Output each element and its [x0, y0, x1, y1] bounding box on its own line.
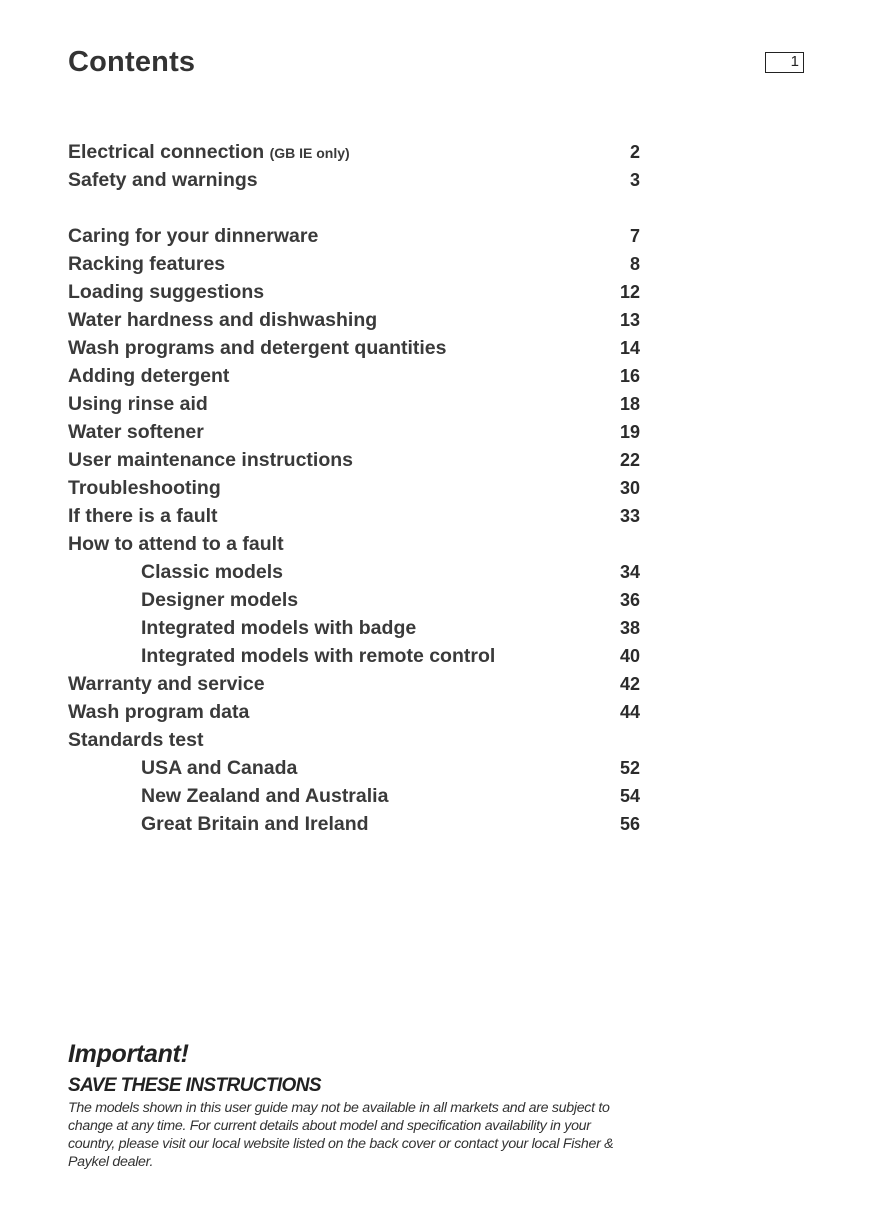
toc-entry-title: Wash programs and detergent quantities — [68, 337, 447, 359]
toc-entry-label — [68, 617, 416, 639]
toc-entry-label — [68, 225, 318, 247]
toc-entry[interactable] — [68, 558, 640, 586]
toc-entry-title: Great Britain and Ireland — [141, 813, 369, 835]
toc-entry-label — [68, 141, 350, 163]
toc-entry[interactable] — [68, 138, 640, 166]
toc-entry-label — [68, 561, 283, 583]
toc-entry-page: 56 — [619, 814, 640, 834]
toc-entry-label — [68, 757, 297, 779]
toc-entry[interactable] — [68, 810, 640, 838]
important-heading: Important! — [68, 1040, 189, 1068]
toc-entry[interactable] — [68, 530, 640, 558]
toc-entry-label — [68, 393, 208, 415]
toc-entry-title: Designer models — [141, 589, 299, 611]
important-notice — [68, 1040, 628, 1171]
toc-entry[interactable] — [68, 698, 640, 726]
toc-entry-label — [68, 477, 221, 499]
toc-entry-page: 19 — [619, 422, 640, 442]
toc-entry-title: Standards test — [68, 729, 204, 751]
toc-entry-page: 18 — [619, 394, 640, 414]
toc-entry[interactable] — [68, 306, 640, 334]
toc-entry-label — [68, 785, 388, 807]
toc-entry-page: 34 — [619, 562, 640, 582]
toc-entry-label — [68, 309, 377, 331]
toc-entry[interactable] — [68, 334, 640, 362]
toc-entry[interactable] — [68, 278, 640, 306]
toc-entry-label — [68, 253, 225, 275]
toc-entry-title: Loading suggestions — [68, 281, 265, 303]
important-subheading: SAVE THESE INSTRUCTIONS — [68, 1075, 321, 1096]
table-of-contents — [68, 138, 640, 838]
important-body: The models shown in this user guide may not be available in all markets and are subject to change at any time. For current details about model and specification availability in your country, please visit our local website listed on the back cover or contact your local Fisher & Paykel dealer. — [68, 1100, 614, 1170]
toc-entry-note: (GB IE only) — [269, 145, 350, 161]
toc-entry-page: 54 — [619, 786, 640, 806]
toc-entry-title: Classic models — [141, 561, 283, 583]
toc-entry-label — [68, 673, 265, 695]
toc-entry-page: 16 — [619, 366, 640, 386]
page-title: Contents — [68, 46, 196, 78]
toc-entry-title: New Zealand and Australia — [141, 785, 389, 807]
toc-entry[interactable] — [68, 586, 640, 614]
toc-entry[interactable] — [68, 782, 640, 810]
toc-entry[interactable] — [68, 390, 640, 418]
toc-entry-page: 38 — [619, 618, 640, 638]
toc-entry-title: Using rinse aid — [68, 393, 208, 415]
toc-entry-label — [68, 365, 229, 387]
toc-entry-label — [68, 813, 369, 835]
toc-entry-title: User maintenance instructions — [68, 449, 353, 471]
toc-entry[interactable] — [68, 474, 640, 502]
toc-entry[interactable] — [68, 446, 640, 474]
toc-entry-page: 40 — [619, 646, 640, 666]
page-number: 1 — [765, 52, 804, 73]
toc-entry[interactable] — [68, 642, 640, 670]
toc-entry-page: 22 — [619, 450, 640, 470]
toc-entry[interactable] — [68, 754, 640, 782]
toc-entry-title: Integrated models with remote control — [141, 645, 496, 667]
toc-entry[interactable] — [68, 614, 640, 642]
toc-entry-page: 13 — [619, 310, 640, 330]
toc-entry-title: Integrated models with badge — [141, 617, 417, 639]
toc-entry-page: 44 — [619, 702, 640, 722]
toc-entry-page: 52 — [619, 758, 640, 778]
toc-entry[interactable] — [68, 670, 640, 698]
toc-entry-label — [68, 729, 203, 751]
toc-entry-page: 7 — [629, 226, 640, 246]
toc-entry-label — [68, 169, 258, 191]
toc-entry[interactable] — [68, 222, 640, 250]
toc-entry-page: 14 — [619, 338, 640, 358]
toc-entry-title: Water hardness and dishwashing — [68, 309, 378, 331]
toc-entry-title: Racking features — [68, 253, 226, 275]
toc-entry-label — [68, 337, 447, 359]
toc-entry[interactable] — [68, 726, 640, 754]
toc-entry-page: 12 — [619, 282, 640, 302]
toc-entry-title: Water softener — [68, 421, 204, 443]
toc-entry-label — [68, 701, 249, 723]
toc-entry-title: Adding detergent — [68, 365, 230, 387]
toc-entry-label — [68, 421, 204, 443]
toc-entry[interactable] — [68, 166, 640, 194]
toc-entry[interactable] — [68, 502, 640, 530]
toc-entry[interactable] — [68, 250, 640, 278]
toc-entry-label — [68, 449, 353, 471]
toc-entry-title: Wash program data — [68, 701, 250, 723]
toc-entry-title: How to attend to a fault — [68, 533, 284, 555]
toc-entry[interactable] — [68, 418, 640, 446]
toc-entry-title: Electrical connection — [68, 141, 265, 163]
toc-entry-title: Troubleshooting — [68, 477, 221, 499]
toc-entry-title: Safety and warnings — [68, 169, 258, 191]
toc-entry-page: 36 — [619, 590, 640, 610]
toc-entry-title: Caring for your dinnerware — [68, 225, 319, 247]
toc-entry[interactable] — [68, 362, 640, 390]
toc-entry-page: 8 — [629, 254, 640, 274]
toc-entry-label — [68, 505, 218, 527]
toc-entry-page: 2 — [629, 142, 640, 162]
toc-entry-page: 42 — [619, 674, 640, 694]
toc-entry-page: 3 — [629, 170, 640, 190]
toc-entry-title: Warranty and service — [68, 673, 265, 695]
toc-entry-title: USA and Canada — [141, 757, 298, 779]
toc-entry-page: 33 — [619, 506, 640, 526]
toc-entry-label — [68, 645, 495, 667]
toc-entry-title: If there is a fault — [68, 505, 218, 527]
toc-entry-label — [68, 589, 298, 611]
toc-entry-label — [68, 281, 264, 303]
toc-entry-label — [68, 533, 284, 555]
toc-entry-page: 30 — [619, 478, 640, 498]
